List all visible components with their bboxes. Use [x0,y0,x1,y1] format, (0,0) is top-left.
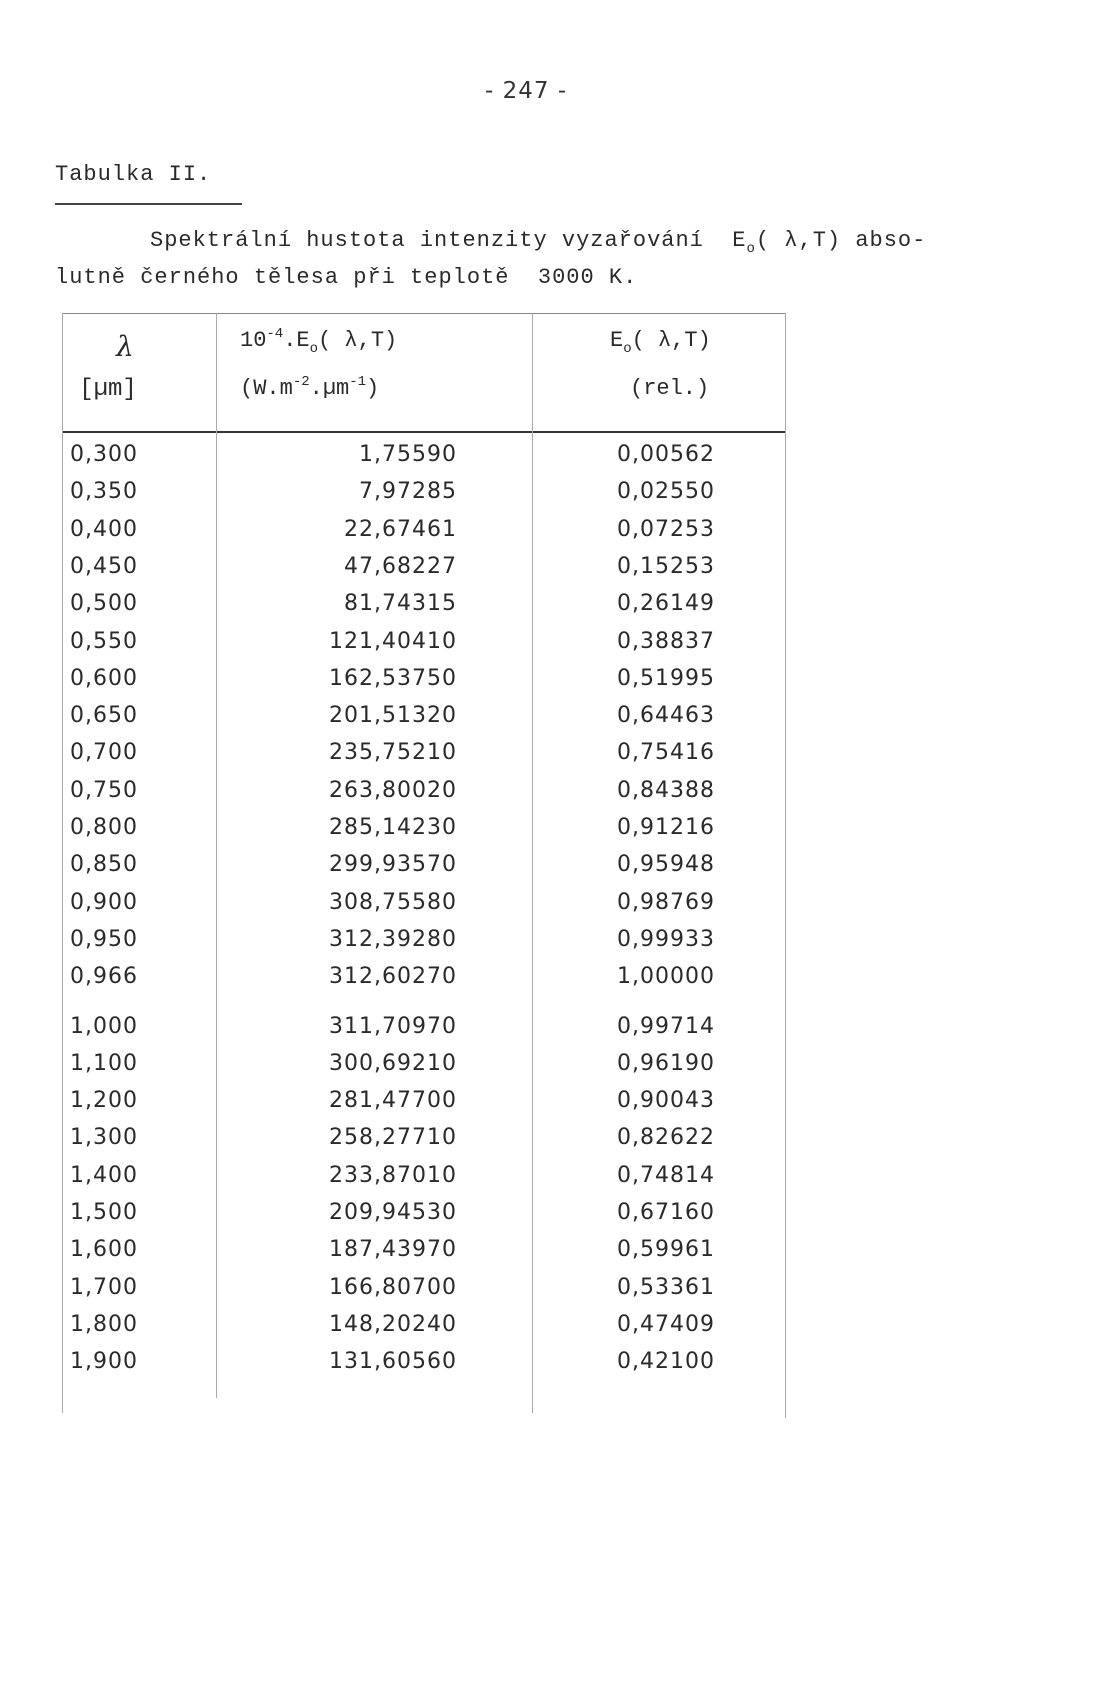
table-row [62,1237,786,1267]
cell-intensity: 308,75580 [329,889,457,915]
cell-wavelength: 0,600 [70,665,138,691]
cell-intensity: 81,74315 [344,591,457,617]
table-row [62,1275,786,1305]
cell-wavelength: 1,200 [70,1088,138,1114]
cell-relative: 0,98769 [617,889,715,915]
cell-intensity: 300,69210 [329,1050,457,1076]
cell-intensity: 148,20240 [329,1311,457,1337]
table-row [62,890,786,920]
unit-part-a: (W.m [240,376,293,401]
cell-intensity: 166,80700 [329,1274,457,1300]
cell-relative: 0,15253 [617,553,715,579]
cell-intensity: 201,51320 [329,703,457,729]
cell-intensity: 121,40410 [329,628,457,654]
cell-wavelength: 0,550 [70,628,138,654]
caption-subscript: o [746,241,756,257]
table-row [62,629,786,659]
cell-relative: 0,07253 [617,516,715,542]
header-intensity-symbol: .E [283,328,310,353]
cell-intensity: 312,60270 [329,964,457,990]
cell-wavelength: 0,900 [70,889,138,915]
cell-intensity: 233,87010 [329,1162,457,1188]
cell-wavelength: 0,350 [70,479,138,505]
cell-wavelength: 0,850 [70,852,138,878]
cell-relative: 0,91216 [617,815,715,840]
cell-wavelength: 0,400 [70,516,138,542]
cell-intensity: 311,70970 [329,1013,457,1039]
cell-intensity: 258,27710 [329,1125,457,1151]
table-row [62,442,786,472]
cell-relative: 0,59961 [617,1237,715,1263]
cell-relative: 0,47409 [617,1311,715,1337]
table-row [62,479,786,509]
table-row [62,1125,786,1155]
header-wavelength-symbol: λ [116,330,134,363]
table-row [62,852,786,882]
cell-wavelength: 1,400 [70,1162,138,1188]
table-label: Tabulka II. [55,162,212,187]
table-header-divider [62,431,786,433]
table-row [62,964,786,994]
cell-wavelength: 1,000 [70,1013,138,1039]
cell-wavelength: 0,750 [70,777,138,803]
cell-intensity: 312,39280 [329,926,457,952]
header-relative-function: ( λ,T) [631,328,711,353]
cell-intensity: 187,43970 [329,1237,457,1263]
cell-wavelength: 1,600 [70,1237,138,1263]
cell-intensity: 22,67461 [344,516,457,542]
page-number: - 247 - [485,78,568,104]
cell-wavelength: 1,800 [70,1311,138,1337]
unit-part-b: .µm [309,376,350,401]
header-relative-subscript: o [623,341,632,357]
unit-part-c: ) [366,376,380,401]
cell-wavelength: 0,300 [70,442,138,467]
table-row [62,740,786,770]
header-intensity-function: ( λ,T) [318,328,398,353]
cell-relative: 0,64463 [617,703,715,729]
cell-wavelength: 0,700 [70,740,138,766]
cell-relative: 0,26149 [617,591,715,617]
header-intensity-subscript: o [309,341,319,357]
cell-wavelength: 0,500 [70,591,138,617]
header-intensity-exponent: -4 [266,326,284,342]
table-row [62,591,786,621]
cell-relative: 0,75416 [617,740,715,766]
table-row [62,1014,786,1044]
caption-line-1 [150,228,927,257]
table-row [62,1200,786,1230]
cell-relative: 0,53361 [617,1274,715,1300]
header-relative-symbol: E [610,328,624,353]
cell-relative: 0,99933 [617,926,715,952]
table-label-underline [55,203,242,205]
cell-intensity: 263,80020 [329,777,457,803]
table-row [62,517,786,547]
table-row [62,927,786,957]
cell-wavelength: 1,900 [70,1349,138,1375]
cell-relative: 0,00562 [617,442,715,467]
table-row [62,815,786,845]
header-intensity-title [240,326,398,357]
cell-intensity: 1,75590 [359,442,457,467]
caption-line-2: lutně černého tělesa při teplotě 3000 K. [55,265,638,290]
cell-wavelength: 0,450 [70,553,138,579]
cell-relative: 0,42100 [617,1349,715,1375]
cell-wavelength: 1,300 [70,1125,138,1151]
cell-relative: 0,67160 [617,1200,715,1225]
cell-wavelength: 0,966 [70,964,138,990]
cell-relative: 0,95948 [617,852,715,878]
cell-relative: 0,90043 [617,1088,715,1114]
cell-intensity: 299,93570 [329,852,457,878]
header-relative-unit: (rel.) [630,376,710,401]
cell-relative: 0,82622 [617,1125,715,1151]
header-intensity-prefix: 10 [240,328,267,353]
header-relative-title [610,328,711,357]
cell-intensity: 209,94530 [329,1200,457,1225]
cell-intensity: 131,60560 [329,1349,457,1375]
cell-wavelength: 1,700 [70,1274,138,1300]
unit-exponent-2: -1 [349,374,367,390]
cell-intensity: 281,47700 [329,1088,457,1114]
table-top-border [62,313,786,314]
cell-relative: 0,96190 [617,1050,715,1076]
table-row [62,666,786,696]
cell-wavelength: 0,650 [70,703,138,729]
table-row [62,1312,786,1342]
cell-relative: 0,51995 [617,665,715,691]
cell-intensity: 235,75210 [329,740,457,766]
table-row [62,1349,786,1379]
header-wavelength-unit: [µm] [79,376,137,403]
caption-function: ( λ,T) abso- [755,228,927,253]
cell-wavelength: 0,950 [70,926,138,952]
cell-wavelength: 0,800 [70,815,138,840]
table-row [62,778,786,808]
cell-intensity: 162,53750 [329,665,457,691]
table-row [62,554,786,584]
cell-intensity: 285,14230 [329,815,457,840]
cell-wavelength: 1,500 [70,1200,138,1225]
unit-exponent-1: -2 [292,374,310,390]
table-row [62,703,786,733]
cell-relative: 0,99714 [617,1013,715,1039]
cell-relative: 0,84388 [617,777,715,803]
cell-intensity: 47,68227 [344,553,457,579]
header-intensity-unit [240,376,379,401]
cell-relative: 0,74814 [617,1162,715,1188]
cell-intensity: 7,97285 [359,479,457,505]
cell-relative: 1,00000 [617,964,715,990]
table-row [62,1051,786,1081]
table-row [62,1163,786,1193]
cell-wavelength: 1,100 [70,1050,138,1076]
cell-relative: 0,38837 [617,628,715,654]
caption-text-1: Spektrální hustota intenzity vyzařování E [150,228,747,253]
cell-relative: 0,02550 [617,479,715,505]
table-row [62,1088,786,1118]
